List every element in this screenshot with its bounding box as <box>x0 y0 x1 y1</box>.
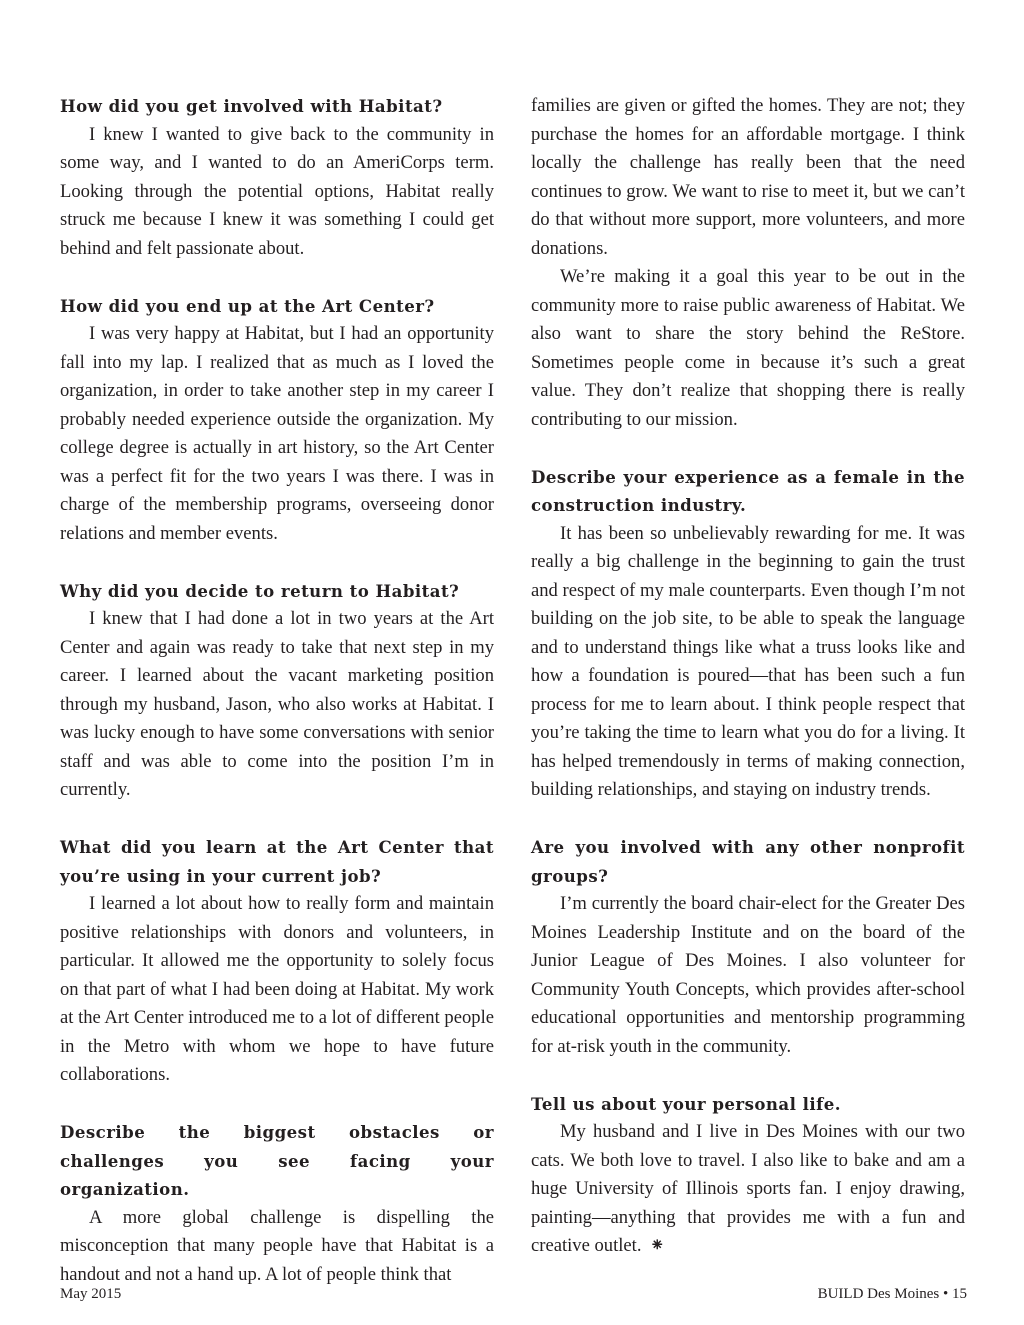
answer-paragraph <box>60 605 494 805</box>
paragraph-text: What did you learn at the Art Center that you’re using in your current job? <box>60 837 494 886</box>
paragraph-text: Describe your experience as a female in the construction industry. <box>531 466 965 515</box>
question-heading <box>531 833 965 890</box>
paragraph-text: Describe the biggest obstacles or challenges you see facing your organization. <box>60 1122 494 1199</box>
answer-paragraph <box>531 1118 965 1261</box>
answer-paragraph <box>531 520 965 805</box>
answer-paragraph <box>531 92 965 263</box>
answer-paragraph <box>531 890 965 1061</box>
question-heading <box>531 463 965 520</box>
paragraph-text: We’re making it a goal this year to be out in the community more to raise public awareness of Habitat. We also want to share the story behind the ReStore. Sometimes people come in because it’s such a great value. They don’t realize that shopping there is really contributing to our mission. <box>531 266 965 430</box>
paragraph-text: My husband and I live in Des Moines with our two cats. We both love to travel. I also like to bake and am a huge University of Illinois sports fan. I enjoy drawing, painting—anything that provides me with a fun and creative outlet. <box>531 1121 965 1256</box>
paragraph-spacer <box>60 548 494 577</box>
paragraph-text: I knew I wanted to give back to the community in some way, and I wanted to do an AmeriCorps term. Looking through the potential options, Habitat really struck me because I knew it was something I could get behind and felt passionate about. <box>60 123 494 259</box>
paragraph-text: How did you end up at the Art Center? <box>60 295 435 316</box>
paragraph-text: A more global challenge is dispelling the misconception that many people have that Habitat is a handout and not a hand up. A lot of people think that <box>60 1206 494 1285</box>
paragraph-spacer <box>60 805 494 834</box>
paragraph-text: Are you involved with any other nonprofit groups? <box>531 837 965 886</box>
paragraph-text: I learned a lot about how to really form and maintain positive relationships with donors and volunteers, in particular. It allowed me the opportunity to solely focus on that part of what I had been doing at Habitat. My work at the Art Center introduced me to a lot of different people in the Metro with whom we hope to have future collaborations. <box>60 893 494 1085</box>
paragraph-text: Why did you decide to return to Habitat? <box>60 580 460 601</box>
end-of-article-icon: ⁕ <box>649 1235 666 1256</box>
question-heading <box>60 92 494 121</box>
answer-paragraph <box>60 121 494 264</box>
question-heading <box>60 1118 494 1204</box>
answer-paragraph <box>60 320 494 548</box>
paragraph-text: How did you get involved with Habitat? <box>60 96 443 116</box>
paragraph-spacer <box>60 1090 494 1119</box>
question-heading <box>531 1090 965 1119</box>
right-column <box>531 92 965 1261</box>
paragraph-text: I was very happy at Habitat, but I had an opportunity fall into my lap. I realized that as much as I loved the organization, in order to take another step in my career I probably needed experience outside the organization. My college degree is actually in art history, so the Art Center was a perfect fit for the two years I was there. I was in charge of the membership programs, overseeing donor relations and member events. <box>60 323 494 544</box>
paragraph-spacer <box>60 263 494 292</box>
paragraph-spacer <box>531 434 965 463</box>
paragraph-text: I’m currently the board chair-elect for the Greater Des Moines Leadership Institute and on the board of the Junior League of Des Moines. I also volunteer for Community Youth Concepts, which provides after-school educational opportunities and mentorship programming for at-risk youth in the community. <box>531 893 965 1057</box>
question-heading <box>60 577 494 606</box>
paragraph-text: It has been so unbelievably rewarding for me. It was really a big challenge in the beginning to gain the trust and respect of my male counterparts. Even though I’m not building on the job site, to be able to speak the language and to understand things like what a truss looks like and how a foundation is poured—that has been such a fun process for me to learn about. I think people respect that you’re taking the time to learn what you do for a living. It has helped tremendously in terms of making connection, building relationships, and staying on industry trends. <box>531 522 965 800</box>
question-heading <box>60 833 494 890</box>
answer-paragraph <box>531 263 965 434</box>
question-heading <box>60 292 494 321</box>
paragraph-spacer <box>531 805 965 834</box>
footer-page-number: BUILD Des Moines • 15 <box>817 1286 967 1302</box>
paragraph-text: families are given or gifted the homes. They are not; they purchase the homes for an affordable mortgage. I think locally the challenge has really been that the need continues to grow. We want to rise to meet it, but we can’t do that without more support, more volunteers, and more donations. <box>531 95 965 259</box>
paragraph-text: Tell us about your personal life. <box>531 1093 841 1114</box>
answer-paragraph <box>60 1204 494 1290</box>
answer-paragraph <box>60 890 494 1090</box>
footer-date: May 2015 <box>60 1286 122 1302</box>
left-column <box>60 92 494 1289</box>
paragraph-spacer <box>531 1061 965 1090</box>
paragraph-text: I knew that I had done a lot in two years at the Art Center and again was ready to take that next step in my career. I learned about the vacant marketing position through my husband, Jason, who also works at Habitat. I was lucky enough to have some conversations with senior staff and was able to come into the position I’m in currently. <box>60 608 494 800</box>
